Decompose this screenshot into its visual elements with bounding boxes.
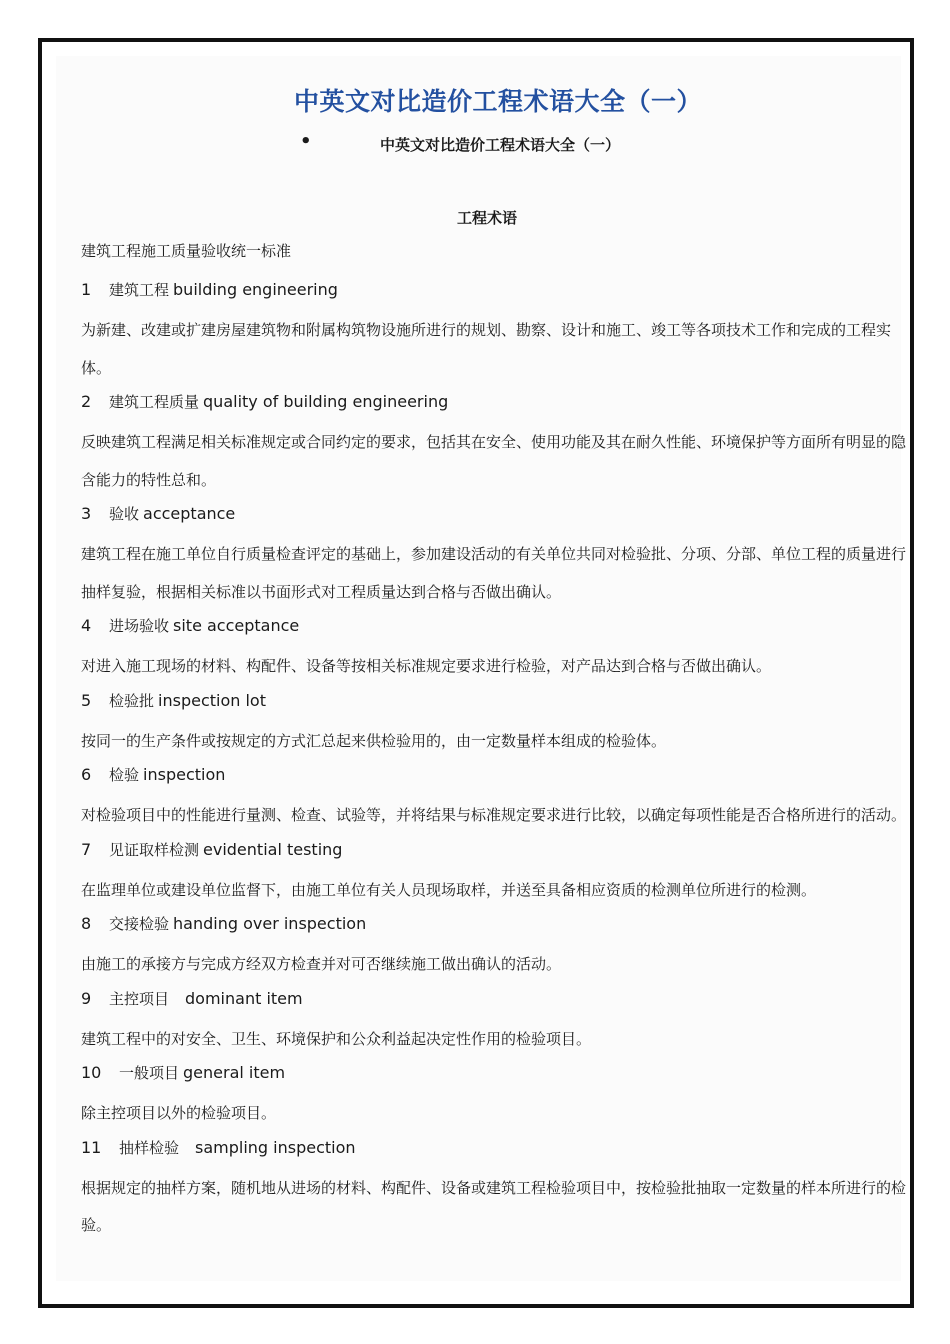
term-definition: 除主控项目以外的检验项目。 — [81, 1104, 277, 1122]
term-definition: 对检验项目中的性能进行量测、检查、试验等，并将结果与标准规定要求进行比较，以确定每项性能是否合格所进行的活动。 — [81, 806, 907, 824]
term-definition: 在监理单位或建设单位监督下，由施工单位有关人员现场取样，并送至具备相应资质的检测单位所进行的检测。 — [81, 880, 817, 899]
term-number: 9 — [81, 988, 92, 1008]
term-number: 7 — [81, 839, 92, 859]
term-entry — [81, 760, 910, 835]
term-entry — [81, 275, 910, 387]
term-chinese: 见证取样检测 — [109, 840, 200, 859]
term-chinese: 交接检验 — [109, 915, 170, 933]
term-english: evidential testing — [203, 839, 343, 859]
term-entry — [81, 909, 910, 984]
section-title: 工程术语 — [456, 209, 517, 227]
term-definition: 按同一的生产条件或按规定的方式汇总起来供检验用的，由一定数量样本组成的检验体。 — [81, 731, 667, 750]
term-heading — [81, 499, 910, 536]
term-number: 11 — [81, 1137, 102, 1157]
term-heading — [81, 1058, 910, 1095]
term-heading — [81, 984, 910, 1021]
term-entry — [81, 835, 910, 910]
term-heading — [81, 275, 910, 312]
term-number: 3 — [81, 504, 92, 523]
term-definition: 根据规定的抽样方案，随机地从进场的材料、构配件、设备或建筑工程检验项目中，按检验批抽取一定数量的样本所进行的检验。 — [81, 1178, 907, 1234]
document-title: 中英文对比造价工程术语大全（一） — [293, 87, 702, 116]
term-entry — [81, 1058, 910, 1133]
term-heading — [81, 760, 910, 797]
term-chinese: 进场验收 — [109, 617, 170, 635]
term-english: quality of building engineering — [203, 392, 449, 411]
term-heading — [81, 387, 910, 424]
term-number: 6 — [81, 765, 92, 784]
term-english: acceptance — [143, 504, 236, 523]
term-english: site acceptance — [173, 616, 300, 635]
term-number: 1 — [81, 280, 92, 299]
term-entry — [81, 686, 910, 761]
term-chinese: 检验批 — [109, 691, 155, 710]
term-english: general item — [183, 1063, 286, 1082]
term-english: handing over inspection — [173, 914, 367, 933]
term-chinese: 主控项目 — [109, 989, 170, 1008]
term-chinese: 验收 — [109, 505, 140, 523]
term-entry — [81, 984, 910, 1059]
term-entry — [81, 611, 910, 686]
term-english: dominant item — [185, 988, 303, 1008]
term-heading — [81, 835, 910, 872]
term-definition: 反映建筑工程满足相关标准规定或合同约定的要求，包括其在安全、使用功能及其在耐久性能、环境保护等方面所有明显的隐含能力的特性总和。 — [81, 433, 907, 489]
bullet-icon: • — [300, 131, 312, 152]
term-definition: 建筑工程在施工单位自行质量检查评定的基础上，参加建设活动的有关单位共同对检验批、分项、分部、单位工程的质量进行抽样复验，根据相关标准以书面形式对工程质量达到合格与否做出确认。 — [81, 545, 907, 601]
bullet-heading-text: 中英文对比造价工程术语大全（一） — [380, 136, 621, 154]
term-chinese: 建筑工程 — [109, 281, 170, 299]
term-definition: 建筑工程中的对安全、卫生、环境保护和公众利益起决定性作用的检验项目。 — [81, 1029, 592, 1048]
term-english: building engineering — [173, 280, 338, 299]
term-number: 10 — [81, 1063, 102, 1082]
term-definition: 由施工的承接方与完成方经双方检查并对可否继续施工做出确认的活动。 — [81, 955, 562, 973]
term-heading — [81, 611, 910, 648]
document-page — [42, 42, 910, 1304]
term-heading — [81, 686, 910, 723]
term-definition: 对进入施工现场的材料、构配件、设备等按相关标准规定要求进行检验，对产品达到合格与否做出确认。 — [81, 657, 772, 675]
term-number: 5 — [81, 690, 92, 710]
term-number: 2 — [81, 392, 92, 411]
term-chinese: 抽样检验 — [119, 1138, 180, 1157]
term-entry — [81, 499, 910, 611]
term-heading — [81, 909, 910, 946]
term-english: inspection — [143, 765, 226, 784]
term-heading — [81, 1133, 910, 1170]
term-number: 4 — [81, 616, 92, 635]
term-chinese: 检验 — [109, 766, 140, 784]
term-entry — [81, 1133, 910, 1245]
term-entry — [81, 387, 910, 499]
term-chinese: 建筑工程质量 — [109, 393, 200, 411]
content-body — [81, 238, 910, 1245]
standard-name: 建筑工程施工质量验收统一标准 — [81, 242, 292, 260]
term-english: sampling inspection — [195, 1137, 356, 1157]
term-definition: 为新建、改建或扩建房屋建筑物和附属构筑物设施所进行的规划、勘察、设计和施工、竣工等各项技术工作和完成的工程实体。 — [81, 321, 892, 377]
term-english: inspection lot — [158, 690, 266, 710]
term-chinese: 一般项目 — [119, 1064, 180, 1082]
term-number: 8 — [81, 914, 92, 933]
